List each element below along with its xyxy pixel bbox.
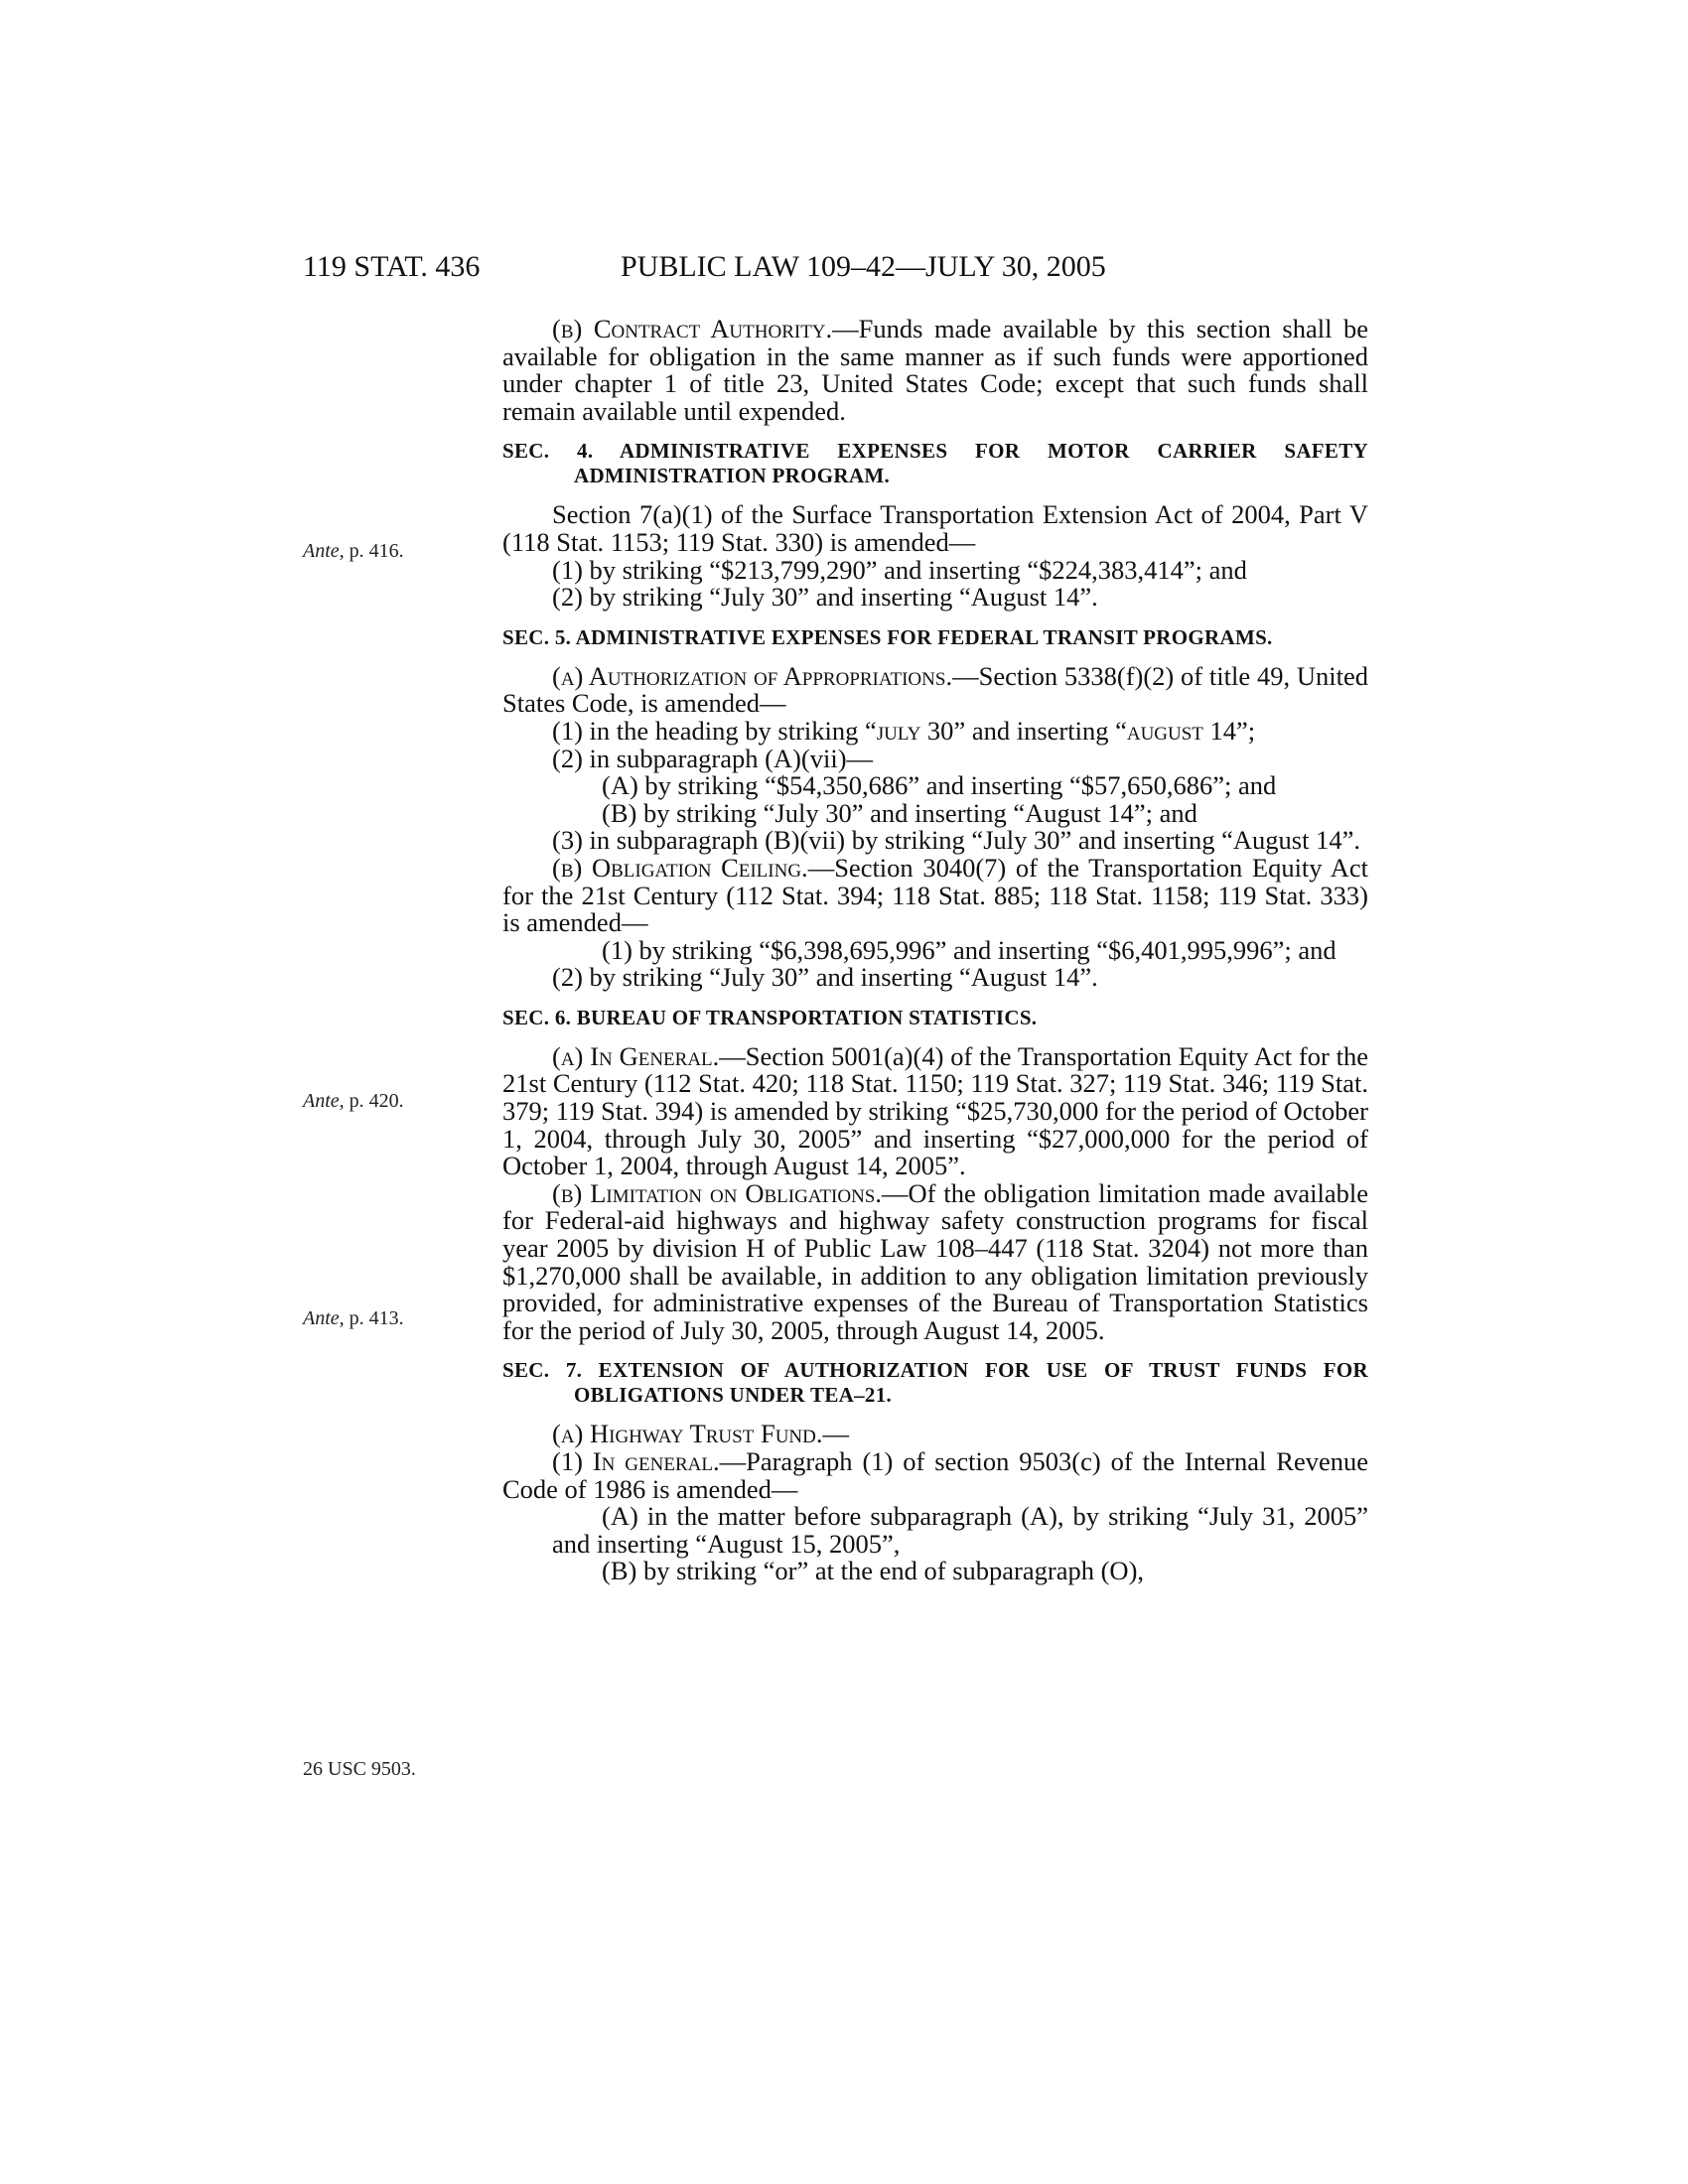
list-item: (1) by striking “$6,398,695,996” and inserting “$6,401,995,996”; and bbox=[602, 934, 1336, 965]
body-text bbox=[502, 316, 1368, 1585]
list-item: (1) by striking “$213,799,290” and inserting “$224,383,414”; and bbox=[552, 554, 1247, 585]
page-reference: 119 STAT. 436 bbox=[303, 250, 481, 283]
margin-note: Ante, p. 413. bbox=[303, 1307, 404, 1329]
section-heading: SEC. 6. BUREAU OF TRANSPORTATION STATISTICS. bbox=[502, 1005, 1038, 1029]
list-item: (2) in subparagraph (A)(vii)— bbox=[552, 743, 874, 773]
list-item: (2) by striking “July 30” and inserting “August 14”. bbox=[552, 962, 1098, 993]
list-item: (1) In general.—Paragraph (1) of section 9503(c) of the Internal Revenue Code of 1986 is amended— bbox=[502, 1446, 1368, 1504]
paragraph: (a) Authorization of Appropriations.—Section 5338(f)(2) of title 49, United States Code, is amended— bbox=[502, 660, 1368, 719]
paragraph: (b) Obligation Ceiling.—Section 3040(7) of the Transportation Equity Act for the 21st Century (112 Stat. 394; 118 Stat. 885; 118 Stat. 1158; 119 Stat. 333) is amended— bbox=[502, 852, 1368, 938]
paragraph: (b) Limitation on Obligations.—Of the obligation limitation made available for Federal-aid highways and highway safety construction programs for fiscal year 2005 by division H of Public Law 108–447 (118 Stat. 3204) not more than $1,270,000 shall be available, in addition to any obligation limitation previously provided, for administrative expenses of the Bureau of Transportation Statistics for the period of July 30, 2005, through August 14, 2005. bbox=[502, 1177, 1368, 1345]
running-header bbox=[303, 250, 1375, 290]
paragraph: (a) Highway Trust Fund.— bbox=[552, 1419, 849, 1449]
margin-note: 26 USC 9503. bbox=[303, 1758, 416, 1780]
list-item: (B) by striking “or” at the end of subparagraph (O), bbox=[602, 1556, 1145, 1586]
list-item: (2) by striking “July 30” and inserting “August 14”. bbox=[552, 582, 1098, 613]
list-item: (A) by striking “$54,350,686” and inserting “$57,650,686”; and bbox=[602, 770, 1277, 801]
margin-note: Ante, p. 420. bbox=[303, 1090, 404, 1112]
list-item: (1) in the heading by striking “july 30” and inserting “august 14”; bbox=[552, 715, 1256, 746]
list-item: (A) in the matter before subparagraph (A), by striking “July 31, 2005” and inserting “August 15, 2005”, bbox=[552, 1501, 1368, 1559]
section-heading: SEC. 5. ADMINISTRATIVE EXPENSES FOR FEDERAL TRANSIT PROGRAMS. bbox=[502, 624, 1273, 649]
paragraph: (b) Contract Authority.—Funds made available by this section shall be available for obligation in the same manner as if such funds were apportioned under chapter 1 of title 23, United States Code; except that such funds shall remain available until expended. bbox=[502, 314, 1368, 426]
list-item: (B) by striking “July 30” and inserting “August 14”; and bbox=[602, 797, 1197, 828]
paragraph: Section 7(a)(1) of the Surface Transportation Extension Act of 2004, Part V (118 Stat. 1153; 119 Stat. 330) is amended— bbox=[502, 499, 1368, 557]
paragraph: (a) In General.—Section 5001(a)(4) of the Transportation Equity Act for the 21st Century (112 Stat. 420; 118 Stat. 1150; 119 Stat. 327; 119 Stat. 346; 119 Stat. 379; 119 Stat. 394) is amended by striking “$25,730,000 for the period of October 1, 2004, through July 30, 2005” and inserting “$27,000,000 for the period of October 1, 2004, through August 14, 2005”. bbox=[502, 1040, 1368, 1181]
list-item: (3) in subparagraph (B)(vii) by striking “July 30” and inserting “August 14”. bbox=[552, 825, 1360, 856]
section-heading: SEC. 4. ADMINISTRATIVE EXPENSES FOR MOTOR CARRIER SAFETY ADMINISTRATION PROGRAM. bbox=[502, 439, 1368, 488]
margin-note: Ante, p. 416. bbox=[303, 540, 404, 562]
section-heading: SEC. 7. EXTENSION OF AUTHORIZATION FOR USE OF TRUST FUNDS FOR OBLIGATIONS UNDER TEA–21. bbox=[502, 1358, 1368, 1408]
page-title: PUBLIC LAW 109–42—JULY 30, 2005 bbox=[621, 250, 1106, 283]
